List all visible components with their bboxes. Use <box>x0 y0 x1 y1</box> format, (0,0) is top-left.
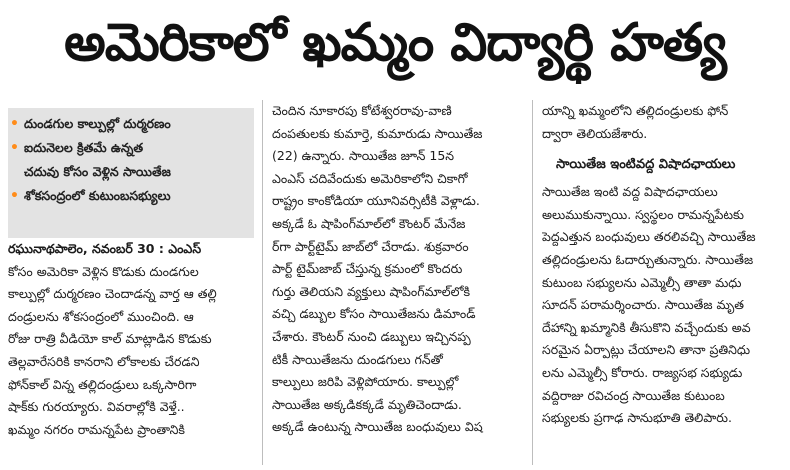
highlight-item <box>8 136 254 160</box>
text-line: అక్కడే ఓ షాపింగ్‌మాల్‌లో కౌంటర్ మేనేజ <box>272 215 466 231</box>
text-line: ఫోన్‌కాల్ విన్న తల్లిదండ్రులు ఒక్కసారిగా <box>8 376 197 392</box>
text-line: యాన్ని ఖమ్మంలోని తల్లిదండ్రులకు ఫోన్ <box>542 103 729 118</box>
text-line: వచ్చి డబ్బుల కోసం సాయితేజను డిమాండ్ <box>272 306 476 322</box>
text-line: దేహాన్ని ఖమ్మానికి తీసుకొని వచ్చేందుకు అవ <box>542 319 751 335</box>
text-line: ఖమ్మం నగరం రామన్నపేట ప్రాంతానికి <box>8 421 185 437</box>
highlight-text: చదువు కోసం వెళ్లిన సాయితేజ <box>24 164 171 179</box>
article-column-2 <box>272 100 526 439</box>
text-line: అలుముకున్నాయి. స్వస్థలం రామన్నపేటకు <box>542 206 744 222</box>
text-line: సభ్యులకు ప్రగాఢ సానుభూతి తెలిపారు. <box>542 410 732 426</box>
text-line: రాష్ట్రం కాంకోడియా యూనివర్సిటీకి వెళ్లాడు. <box>272 193 480 209</box>
text-line: తెల్లవారేసరికి కానరాని లోకాలకు చేరడని <box>8 353 200 369</box>
highlights-box <box>8 108 254 238</box>
text-line: అక్కడే ఉంటున్న సాయితేజ బంధువులు విష <box>272 419 483 435</box>
text-line: ఎంఎస్ చదివేందుకు అమెరికాలోని చికాగో <box>272 170 468 186</box>
text-line: కాల్పులు జరిపి వెళ్లిపోయారు. కాల్పుల్లో <box>272 374 459 390</box>
text-line: ద్వారా తెలియజేశారు. <box>542 125 648 141</box>
bullet-icon: • <box>10 188 19 204</box>
text-line: పార్ట్ టైమ్‌జాబ్ చేస్తున్న క్రమంలో కొందరు <box>272 261 463 277</box>
text-line: కాల్పుల్లో దుర్మరణం చెందాడన్న వార్త ఆ తల్లి <box>8 286 217 302</box>
text-line: చెందిన నూకారపు కోటేశ్వరరావు-వాణి <box>272 103 452 118</box>
text-line: గుర్తు తెలియని వ్యక్తులు షాపింగ్‌మాల్‌లోకి <box>272 283 471 299</box>
text-line: దండ్రులను శోకసంద్రంలో ముంచింది. ఆ <box>8 308 194 324</box>
highlight-text: దుండగుల కాల్పుల్లో దుర్మరణం <box>24 116 171 131</box>
text-line: వద్దిరాజు రవిచంద్ర సాయితేజ కుటుంబ <box>542 387 725 403</box>
text-line: చేశారు. కౌంటర్ నుంచి డబ్బులు ఇచ్చినప్ప <box>272 328 471 344</box>
highlight-item <box>8 112 254 136</box>
bullet-icon: • <box>10 116 19 132</box>
text-line: సరమైన ఏర్పాట్లు చేయాలని తానా ప్రతినిధు <box>542 342 751 358</box>
text-line: షాక్‌కు గురయ్యారు. వివరాల్లోకి వెళ్తే.. <box>8 399 185 415</box>
highlight-text: శోకసంద్రంలో కుటుంబసభ్యులు <box>24 188 171 203</box>
text-line: తల్లిదండ్రులను ఓదార్చుతున్నారు. సాయితేజ <box>542 251 754 267</box>
text-line: లను ఎమ్మెల్సీ కోరారు. రాజ్యసభ సభ్యుడు <box>542 364 743 380</box>
text-line: పెద్దఎత్తున బంధువులు తరలివచ్చి సాయితేజ <box>542 229 756 245</box>
text-line: రోజు రాత్రి వీడియో కాల్ మాట్లాడిన కొడుకు <box>8 331 212 347</box>
text-line: దంపతులకు కుమార్తె, కుమారుడు సాయితేజ <box>272 125 483 141</box>
text-line: కోసం అమెరికా వెళ్లిన కొడుకు దుండగుల <box>8 263 199 279</box>
text-line: రఘునాథపాలెం, నవంబర్ 30 : ఎంఎస్ <box>8 241 202 256</box>
headline: అమెరికాలో ఖమ్మం విద్యార్థి హత్య <box>64 13 726 73</box>
text-line: సాయితేజ ఇంటి వద్ద విషాదఛాయలు <box>542 184 718 200</box>
text-line: (22) ఉన్నారు. సాయితేజ జూన్ 15న <box>272 148 455 164</box>
text-line: ర్‌గా పార్ట్‌టైమ్ జాబ్‌లో చేరాడు. శుక్రవారం <box>272 238 469 254</box>
text-line: టికీ సాయితేజను దుండగులు గన్‌తో <box>272 351 443 367</box>
text-line: కుటుంబ సభ్యులను ఎమ్మెల్సీ తాతా మధు <box>542 274 742 290</box>
text-line: సాయితేజ అక్కడికక్కడే మృతిచెందాడు. <box>272 396 462 412</box>
highlight-item-continuation <box>8 160 254 184</box>
highlight-text: ఐదునెలల క్రితమే ఉన్నత <box>24 140 144 155</box>
column-divider <box>262 100 263 465</box>
article-column-3 <box>542 100 784 430</box>
subheading: సాయితేజ ఇంటివద్ద విషాదఛాయలు <box>556 157 736 173</box>
article-column-1 <box>8 238 256 441</box>
column-divider <box>532 100 533 465</box>
text-line: సూదన్ పరామర్శించారు. సాయితేజ మృత <box>542 297 744 313</box>
highlight-item <box>8 184 254 208</box>
bullet-icon: • <box>10 140 19 156</box>
